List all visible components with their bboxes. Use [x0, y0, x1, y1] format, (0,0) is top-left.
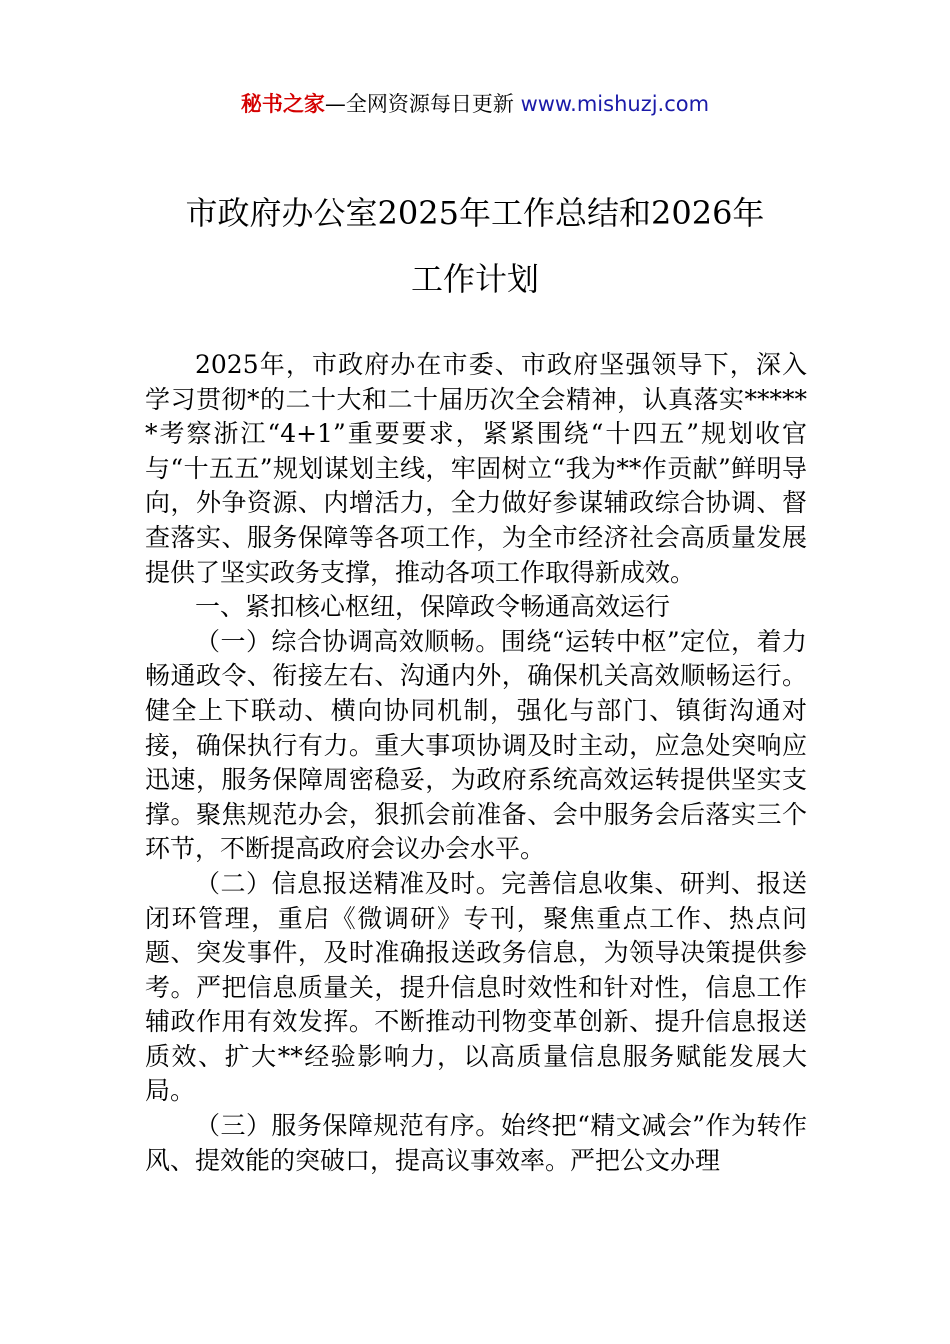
body-paragraph-1: （一）综合协调高效顺畅。围绕“运转中枢”定位，着力畅通政令、衔接左右、沟通内外，确保机关高效顺畅运行。健全上下联动、横向协同机制，强化与部门、镇街沟通对接，确保执行有力。重大事项协调及时主动，应急处突响应迅速，服务保障周密稳妥，为政府系统高效运转提供坚实支撑。聚焦规范办会，狠抓会前准备、会中服务会后落实三个环节，不断提高政府会议办会水平。 — [145, 626, 807, 864]
site-url-link[interactable]: www.mishuzj.com — [520, 92, 710, 116]
document-body — [145, 348, 807, 1178]
site-tagline: —全网资源每日更新 — [324, 92, 521, 116]
section-heading-1: 一、紧扣核心枢纽，保障政令畅通高效运行 — [195, 592, 671, 622]
body-paragraph-2: （二）信息报送精准及时。完善信息收集、研判、报送闭环管理，重启《微调研》专刊，聚焦重点工作、热点问题、突发事件，及时准确报送政务信息，为领导决策提供参考。严把信息质量关，提升信息时效性和针对性，信息工作辅政作用有效发挥。不断推动刊物变革创新、提升信息报送质效、扩大**经验影响力，以高质量信息服务赋能发展大局。 — [145, 868, 807, 1106]
document-title-line-1: 市政府办公室2025年工作总结和2026年 — [185, 194, 765, 232]
site-brand: 秘书之家 — [240, 92, 325, 116]
intro-paragraph: 2025年，市政府办在市委、市政府坚强领导下，深入学习贯彻*的二十大和二十届历次全会精神，认真落实******考察浙江“4+1”重要要求，紧紧围绕“十四五”规划收官与“十五五”规划谋划主线，牢固树立“我为**作贡献”鲜明导向，外争资源、内增活力，全力做好参谋辅政综合协调、督查落实、服务保障等各项工作，为全市经济社会高质量发展提供了坚实政务支撑，推动各项工作取得新成效。 — [145, 350, 807, 587]
document-title — [0, 180, 950, 312]
document-title-line-2: 工作计划 — [410, 260, 539, 298]
body-paragraph-3: （三）服务保障规范有序。始终把“精文减会”作为转作风、提效能的突破口，提高议事效率。严把公文办理 — [145, 1111, 807, 1175]
site-header — [0, 88, 950, 120]
